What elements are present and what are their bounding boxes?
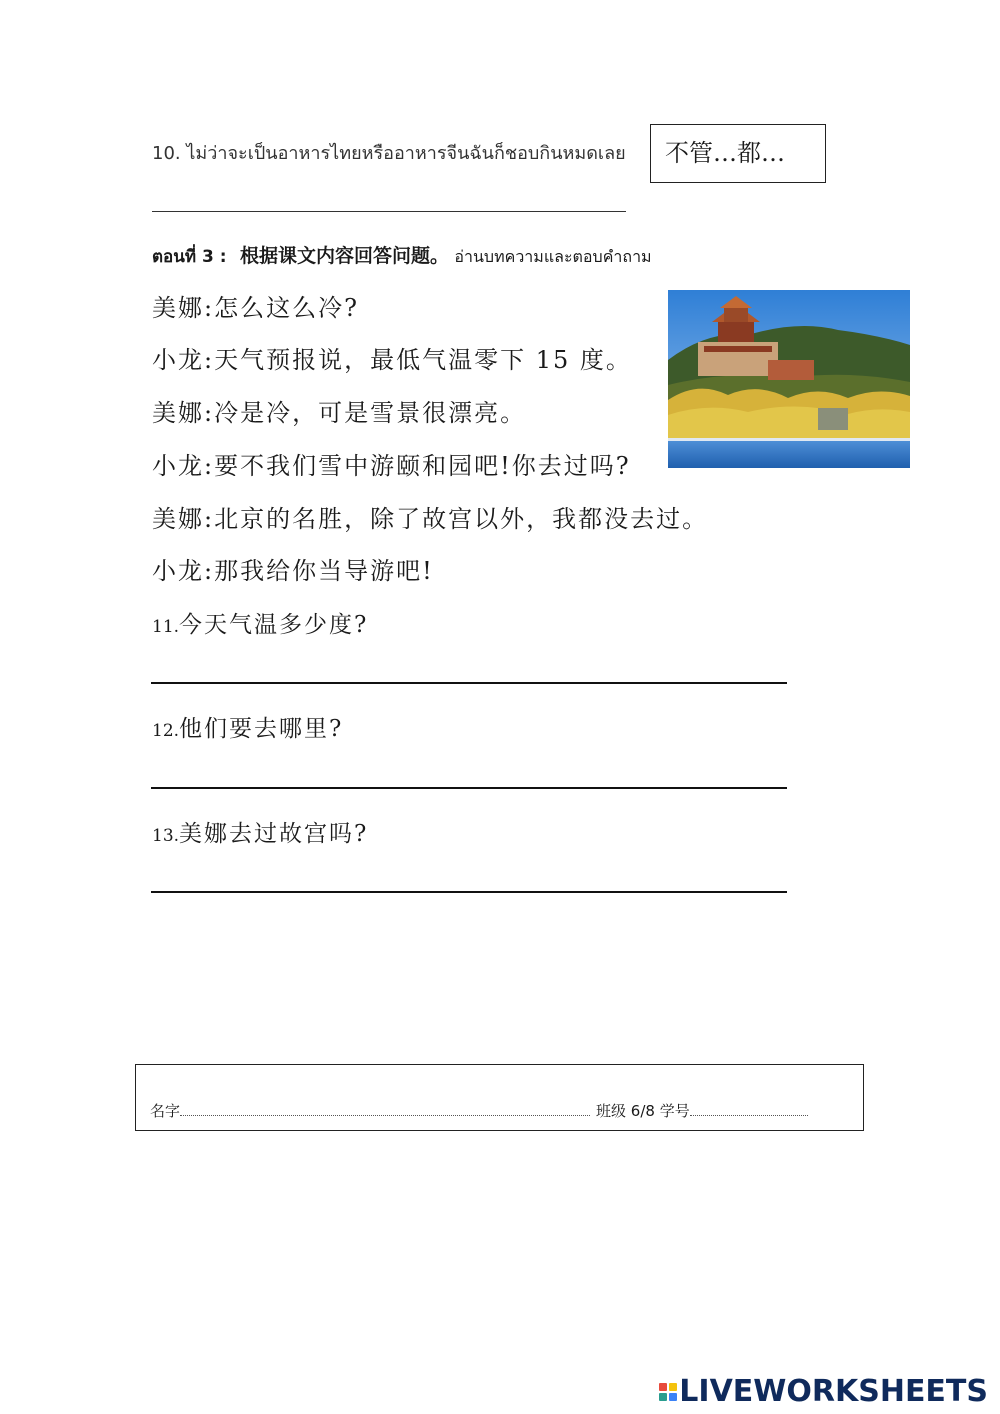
question-13-number: 13. xyxy=(152,826,180,846)
student-number-field[interactable] xyxy=(690,1105,808,1116)
question-13 xyxy=(152,815,368,848)
dialogue-line: 小龙:那我给你当导游吧! xyxy=(152,557,434,585)
dialogue-line: 小龙:要不我们雪中游颐和园吧!你去过吗? xyxy=(152,452,631,480)
question-10-number: 10. xyxy=(152,143,181,164)
question-10-text: ไม่ว่าจะเป็นอาหารไทยหรืออาหารจีนฉันก็ชอบกินหมดเลย xyxy=(186,143,626,164)
liveworksheets-brand-text: LIVEWORKSHEETS xyxy=(679,1374,988,1409)
question-11-text: 今天气温多少度? xyxy=(179,612,369,638)
name-label: 名字 xyxy=(150,1102,181,1120)
grammar-pattern-box xyxy=(650,124,826,183)
question-12-text: 他们要去哪里? xyxy=(179,716,344,742)
question-11-number: 11. xyxy=(152,617,180,637)
question-11 xyxy=(152,606,368,639)
question-10 xyxy=(152,138,626,167)
liveworksheets-logo xyxy=(659,1374,988,1409)
name-field[interactable] xyxy=(180,1105,590,1116)
section-title-zh: 根据课文内容回答问题。 xyxy=(239,245,449,267)
student-info-row xyxy=(150,1100,808,1121)
answer-line-12[interactable] xyxy=(151,787,787,789)
section-heading xyxy=(152,241,652,270)
dialogue-line: 小龙:天气预报说，最低气温零下 15 度。 xyxy=(152,346,632,374)
dialogue-line: 美娜:北京的名胜，除了故宫以外，我都没去过。 xyxy=(152,505,709,533)
dialogue-line: 美娜:怎么这么冷? xyxy=(152,294,359,322)
liveworksheets-logo-icon xyxy=(659,1383,677,1401)
class-label: 班级 6/8 学号 xyxy=(596,1102,690,1120)
question-13-text: 美娜去过故宫吗? xyxy=(179,821,369,847)
question-12 xyxy=(152,710,343,743)
summer-palace-photo xyxy=(668,290,910,468)
question-12-number: 12. xyxy=(152,721,180,741)
section-title-th: อ่านบทความและตอบคำถาม xyxy=(454,247,652,266)
answer-line-11[interactable] xyxy=(151,682,787,684)
grammar-pattern: 不管…都… xyxy=(665,139,785,167)
answer-line-10[interactable] xyxy=(152,211,626,212)
dialogue-line: 美娜:冷是冷，可是雪景很漂亮。 xyxy=(152,399,527,427)
section-label: ตอนที่ 3 : xyxy=(152,247,227,267)
answer-line-13[interactable] xyxy=(151,891,787,893)
